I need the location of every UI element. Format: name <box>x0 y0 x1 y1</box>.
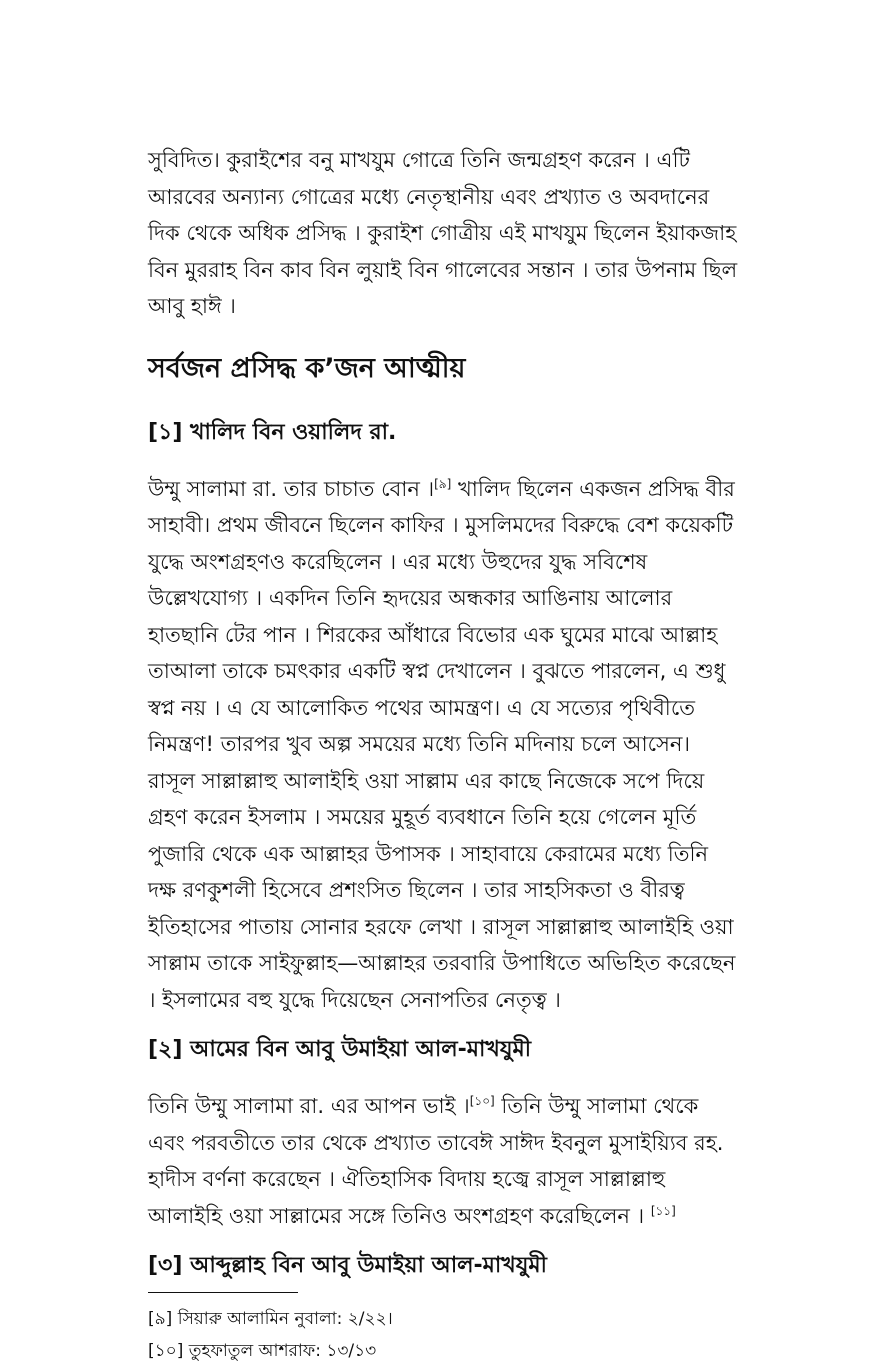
footnote-10: [১০] তুহফাতুল আশরাফ: ১৩/১৩ <box>148 1341 377 1361</box>
entry-body-2-rest: তিনি উম্মু সালামা থেকে এবং পরবতীতে তার থেকে প্রখ্যাত তাবেঈ সাঈদ ইবনুল মুসাইয়্যিব রহ. হাদীস বর্ণনা করেছেন । ঐতিহাসিক বিদায় হজ্বে রাসূল সাল্লাল্লাহু আলাইহি ওয়া সাল্লামের সঙ্গে তিনিও অংশগ্রহণ করেছিলেন । <box>148 1094 724 1228</box>
intro-paragraph: সুবিদিত। কুরাইশের বনু মাখযুম গোত্রে তিনি জন্মগ্রহণ করেন । এটি আরবের অন্যান্য গোত্রের মধ্যে নেতৃস্থানীয় এবং প্রখ্যাত ও অবদানের দিক থেকে অধিক প্রসিদ্ধ । কুরাইশ গোত্রীয় এই মাখযুম ছিলেন ইয়াকজাহ বিন মুররাহ বিন কাব বিন লুয়াই বিন গালেবের সন্তান । তার উপনাম ছিল আবু হাঈ । <box>148 148 738 318</box>
footnote-ref-9[interactable]: [৯] <box>434 476 452 491</box>
entry-body-1 <box>148 471 738 1019</box>
entry-body-1-start: উম্মু সালামা রা. তার চাচাত বোন । <box>148 476 435 501</box>
entry-body-2-start: তিনি উম্মু সালামা রা. এর আপন ভাই । <box>148 1094 470 1118</box>
page-content <box>148 142 738 1367</box>
entry-heading-2: [২] আমের বিন আবু উমাইয়া আল-মাখযুমী <box>148 1037 532 1062</box>
footnote-ref-11[interactable]: [১১] <box>650 1203 676 1218</box>
entry-heading-3: [৩] আব্দুল্লাহ বিন আবু উমাইয়া আল-মাখযুমী <box>148 1253 547 1278</box>
footnote-divider <box>148 1292 298 1293</box>
entry-body-1-rest: খালিদ ছিলেন একজন প্রসিদ্ধ বীর সাহাবী। প্রথম জীবনে ছিলেন কাফির । মুসলিমদের বিরুদ্ধে বেশ কয়েকটি যুদ্ধে অংশগ্রহণও করেছিলেন । এর মধ্যে উহুদের যুদ্ধ সবিশেষ উল্লেখযোগ্য । একদিন তিনি হৃদয়ের অন্ধকার আঙিনায় আলোর হাতছানি টের পান । শিরকের আঁধারে বিভোর এক ঘুমের মাঝে আল্লাহ তাআলা তাকে চমৎকার একটি স্বপ্ন দেখালেন । বুঝতে পারলেন, এ শুধু স্বপ্ন নয় । এ যে আলোকিত পথের আমন্ত্রণ। এ যে সত্যের পৃথিবীতে নিমন্ত্রণ! তারপর খুব অল্প সময়ের মধ্যে তিনি মদিনায় চলে আসেন। রাসূল সাল্লাল্লাহু আলাইহি ওয়া সাল্লাম এর কাছে নিজেকে সপে দিয়ে গ্রহণ করেন ইসলাম । সময়ের মুহূর্ত ব্যবধানে তিনি হয়ে গেলেন মূর্তি পুজারি থেকে এক আল্লাহর উপাসক । সাহাবায়ে কেরামের মধ্যে তিনি দক্ষ রণকুশলী হিসেবে প্রশংসিত ছিলেন । তার সাহসিকতা ও বীরত্ব ইতিহাসের পাতায় সোনার হরফে লেখা । রাসূল সাল্লাল্লাহু আলাইহি ওয়া সাল্লাম তাকে সাইফুল্লাহ—আল্লাহর তরবারি উপাধিতে অভিহিত করেছেন । ইসলামের বহু যুদ্ধে দিয়েছেন সেনাপতির নেতৃত্ব । <box>148 476 736 1012</box>
entry-heading-1: [১] খালিদ বিন ওয়ালিদ রা. <box>148 419 397 445</box>
footnote-9: [৯] সিয়ারু আলামিন নুবালা: ২/২২। <box>148 1309 393 1329</box>
entry-body-2 <box>148 1088 738 1234</box>
footnote-ref-10[interactable]: [১০] <box>469 1094 495 1108</box>
section-title: সর্বজন প্রসিদ্ধ ক’জন আত্মীয় <box>148 352 466 384</box>
